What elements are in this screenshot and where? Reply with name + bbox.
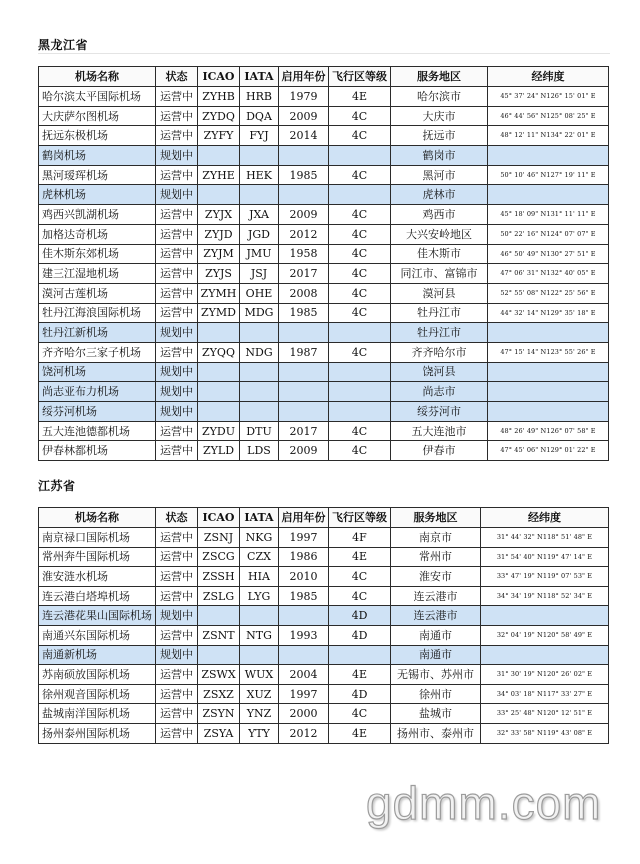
- status-cell: 运营中: [156, 684, 198, 704]
- grade-cell: [329, 402, 391, 422]
- table-row: [39, 723, 609, 743]
- table-row: [39, 586, 609, 606]
- grade-cell: 4C: [329, 567, 391, 587]
- year-cell: 2017: [279, 421, 329, 441]
- region-cell: 漠河县: [391, 283, 488, 303]
- iata-cell: HRB: [240, 87, 279, 107]
- airport-name-cell: 南通兴东国际机场: [39, 625, 156, 645]
- year-cell: 2008: [279, 283, 329, 303]
- table-row: [39, 441, 609, 461]
- grade-cell: 4C: [329, 303, 391, 323]
- grade-cell: 4C: [329, 441, 391, 461]
- column-header-iata: IATA: [240, 508, 279, 528]
- iata-cell: [240, 362, 279, 382]
- region-cell: 盐城市: [391, 704, 481, 724]
- region-cell: 连云港市: [391, 606, 481, 626]
- coords-cell: 46° 50' 49" N130° 27' 51" E: [488, 244, 609, 264]
- coords-cell: 47° 15' 14" N123° 55' 26" E: [488, 342, 609, 362]
- icao-cell: [198, 146, 240, 166]
- grade-cell: 4C: [329, 342, 391, 362]
- status-cell: 规划中: [156, 323, 198, 343]
- year-cell: 2000: [279, 704, 329, 724]
- status-cell: 规划中: [156, 645, 198, 665]
- region-cell: 鹤岗市: [391, 146, 488, 166]
- table-row: [39, 684, 609, 704]
- table-row: [39, 146, 609, 166]
- iata-cell: JGD: [240, 224, 279, 244]
- status-cell: 运营中: [156, 165, 198, 185]
- grade-cell: 4C: [329, 421, 391, 441]
- airport-name-cell: 扬州泰州国际机场: [39, 723, 156, 743]
- table-row: [39, 402, 609, 422]
- status-cell: 运营中: [156, 87, 198, 107]
- status-cell: 运营中: [156, 205, 198, 225]
- coords-cell: 34° 03' 18" N117° 33' 27" E: [481, 684, 609, 704]
- icao-cell: [198, 382, 240, 402]
- year-cell: 1987: [279, 342, 329, 362]
- region-cell: 扬州市、泰州市: [391, 723, 481, 743]
- iata-cell: NDG: [240, 342, 279, 362]
- year-cell: 2009: [279, 106, 329, 126]
- year-cell: 1986: [279, 547, 329, 567]
- year-cell: 2012: [279, 224, 329, 244]
- airport-name-cell: 徐州观音国际机场: [39, 684, 156, 704]
- table-row: [39, 625, 609, 645]
- iata-cell: HEK: [240, 165, 279, 185]
- column-header-name: 机场名称: [39, 67, 156, 87]
- iata-cell: LDS: [240, 441, 279, 461]
- year-cell: 1985: [279, 586, 329, 606]
- iata-cell: YNZ: [240, 704, 279, 724]
- airport-name-cell: 绥芬河机场: [39, 402, 156, 422]
- column-header-grade: 飞行区等级: [329, 508, 391, 528]
- coords-cell: [488, 382, 609, 402]
- iata-cell: OHE: [240, 283, 279, 303]
- airport-name-cell: 南京禄口国际机场: [39, 528, 156, 548]
- status-cell: 运营中: [156, 283, 198, 303]
- year-cell: 2009: [279, 205, 329, 225]
- column-header-coords: 经纬度: [488, 67, 609, 87]
- status-cell: 运营中: [156, 547, 198, 567]
- icao-cell: ZYQQ: [198, 342, 240, 362]
- status-cell: 运营中: [156, 421, 198, 441]
- coords-cell: [488, 185, 609, 205]
- iata-cell: JSJ: [240, 264, 279, 284]
- icao-cell: ZYLD: [198, 441, 240, 461]
- icao-cell: ZYJM: [198, 244, 240, 264]
- grade-cell: 4C: [329, 283, 391, 303]
- coords-cell: 33° 25' 48" N120° 12' 51" E: [481, 704, 609, 724]
- status-cell: 运营中: [156, 665, 198, 685]
- iata-cell: DTU: [240, 421, 279, 441]
- icao-cell: ZYJS: [198, 264, 240, 284]
- icao-cell: [198, 185, 240, 205]
- icao-cell: ZSNT: [198, 625, 240, 645]
- column-header-iata: IATA: [240, 67, 279, 87]
- icao-cell: ZYMD: [198, 303, 240, 323]
- column-header-icao: ICAO: [198, 67, 240, 87]
- region-cell: 常州市: [391, 547, 481, 567]
- region-cell: 尚志市: [391, 382, 488, 402]
- coords-cell: [481, 606, 609, 626]
- grade-cell: 4C: [329, 586, 391, 606]
- iata-cell: [240, 606, 279, 626]
- iata-cell: CZX: [240, 547, 279, 567]
- status-cell: 规划中: [156, 382, 198, 402]
- icao-cell: ZSSH: [198, 567, 240, 587]
- airport-name-cell: 盐城南洋国际机场: [39, 704, 156, 724]
- status-cell: 运营中: [156, 528, 198, 548]
- grade-cell: [329, 382, 391, 402]
- coords-cell: [488, 323, 609, 343]
- region-cell: 连云港市: [391, 586, 481, 606]
- icao-cell: ZYDU: [198, 421, 240, 441]
- coords-cell: 32° 04' 19" N120° 58' 49" E: [481, 625, 609, 645]
- region-cell: 牡丹江市: [391, 323, 488, 343]
- status-cell: 规划中: [156, 185, 198, 205]
- table-row: [39, 264, 609, 284]
- table-row: [39, 224, 609, 244]
- airport-name-cell: 大庆萨尔图机场: [39, 106, 156, 126]
- title-divider: [38, 53, 610, 54]
- status-cell: 运营中: [156, 704, 198, 724]
- table-row: [39, 547, 609, 567]
- table-row: [39, 362, 609, 382]
- year-cell: [279, 146, 329, 166]
- grade-cell: 4C: [329, 106, 391, 126]
- iata-cell: NKG: [240, 528, 279, 548]
- grade-cell: 4D: [329, 684, 391, 704]
- airport-table-jiangsu: [38, 507, 609, 744]
- year-cell: 1997: [279, 528, 329, 548]
- coords-cell: 31° 44' 32" N118° 51' 48" E: [481, 528, 609, 548]
- airport-name-cell: 加格达奇机场: [39, 224, 156, 244]
- iata-cell: [240, 402, 279, 422]
- watermark: gdmm.com: [366, 777, 602, 829]
- status-cell: 运营中: [156, 586, 198, 606]
- iata-cell: FYJ: [240, 126, 279, 146]
- icao-cell: ZSWX: [198, 665, 240, 685]
- status-cell: 运营中: [156, 567, 198, 587]
- icao-cell: [198, 606, 240, 626]
- column-header-name: 机场名称: [39, 508, 156, 528]
- grade-cell: [329, 362, 391, 382]
- table-row: [39, 606, 609, 626]
- table-row: [39, 323, 609, 343]
- airport-name-cell: 连云港白塔埠机场: [39, 586, 156, 606]
- coords-cell: 47° 06' 31" N132° 40' 05" E: [488, 264, 609, 284]
- header-row: [39, 508, 609, 528]
- region-cell: 南通市: [391, 645, 481, 665]
- table-row: [39, 126, 609, 146]
- year-cell: [279, 606, 329, 626]
- icao-cell: ZSYN: [198, 704, 240, 724]
- year-cell: 2017: [279, 264, 329, 284]
- iata-cell: JMU: [240, 244, 279, 264]
- airport-name-cell: 尚志亚布力机场: [39, 382, 156, 402]
- year-cell: [279, 185, 329, 205]
- region-cell: 绥芬河市: [391, 402, 488, 422]
- airport-name-cell: 建三江湿地机场: [39, 264, 156, 284]
- airport-name-cell: 鹤岗机场: [39, 146, 156, 166]
- year-cell: 2009: [279, 441, 329, 461]
- coords-cell: [481, 645, 609, 665]
- year-cell: 1985: [279, 165, 329, 185]
- year-cell: 2004: [279, 665, 329, 685]
- year-cell: [279, 382, 329, 402]
- coords-cell: 31° 30' 19" N120° 26' 02" E: [481, 665, 609, 685]
- status-cell: 规划中: [156, 606, 198, 626]
- airport-name-cell: 鸡西兴凯湖机场: [39, 205, 156, 225]
- column-header-grade: 飞行区等级: [329, 67, 391, 87]
- coords-cell: [488, 146, 609, 166]
- airport-name-cell: 连云港花果山国际机场: [39, 606, 156, 626]
- airport-name-cell: 南通新机场: [39, 645, 156, 665]
- grade-cell: 4D: [329, 625, 391, 645]
- icao-cell: [198, 362, 240, 382]
- status-cell: 运营中: [156, 625, 198, 645]
- icao-cell: ZYMH: [198, 283, 240, 303]
- year-cell: 2010: [279, 567, 329, 587]
- coords-cell: [488, 362, 609, 382]
- region-cell: 五大连池市: [391, 421, 488, 441]
- coords-cell: 46° 44' 56" N125° 08' 25" E: [488, 106, 609, 126]
- column-header-status: 状态: [156, 508, 198, 528]
- table-row: [39, 303, 609, 323]
- region-cell: 虎林市: [391, 185, 488, 205]
- table-row: [39, 205, 609, 225]
- coords-cell: 52° 55' 08" N122° 25' 56" E: [488, 283, 609, 303]
- column-header-year: 启用年份: [279, 508, 329, 528]
- column-header-year: 启用年份: [279, 67, 329, 87]
- table-row: [39, 382, 609, 402]
- iata-cell: DQA: [240, 106, 279, 126]
- icao-cell: ZYHE: [198, 165, 240, 185]
- status-cell: 运营中: [156, 342, 198, 362]
- grade-cell: 4D: [329, 606, 391, 626]
- coords-cell: 50° 10' 46" N127° 19' 11" E: [488, 165, 609, 185]
- airport-name-cell: 虎林机场: [39, 185, 156, 205]
- grade-cell: 4C: [329, 165, 391, 185]
- icao-cell: [198, 645, 240, 665]
- iata-cell: HIA: [240, 567, 279, 587]
- iata-cell: NTG: [240, 625, 279, 645]
- coords-cell: 45° 18' 09" N131° 11' 11" E: [488, 205, 609, 225]
- coords-cell: 31° 54' 40" N119° 47' 14" E: [481, 547, 609, 567]
- status-cell: 运营中: [156, 264, 198, 284]
- table-row: [39, 567, 609, 587]
- region-cell: 同江市、富锦市: [391, 264, 488, 284]
- airport-name-cell: 饶河机场: [39, 362, 156, 382]
- region-cell: 徐州市: [391, 684, 481, 704]
- icao-cell: ZYFY: [198, 126, 240, 146]
- year-cell: 2014: [279, 126, 329, 146]
- table-row: [39, 283, 609, 303]
- region-cell: 佳木斯市: [391, 244, 488, 264]
- icao-cell: ZSNJ: [198, 528, 240, 548]
- year-cell: 1958: [279, 244, 329, 264]
- year-cell: [279, 362, 329, 382]
- section-title-jiangsu: 江苏省: [38, 479, 76, 493]
- grade-cell: 4E: [329, 665, 391, 685]
- year-cell: [279, 323, 329, 343]
- icao-cell: [198, 402, 240, 422]
- icao-cell: ZYJX: [198, 205, 240, 225]
- year-cell: 2012: [279, 723, 329, 743]
- icao-cell: ZYJD: [198, 224, 240, 244]
- coords-cell: 34° 34' 19" N118° 52' 34" E: [481, 586, 609, 606]
- grade-cell: 4C: [329, 704, 391, 724]
- coords-cell: 48° 12' 11" N134° 22' 01" E: [488, 126, 609, 146]
- table-row: [39, 421, 609, 441]
- region-cell: 伊春市: [391, 441, 488, 461]
- grade-cell: 4F: [329, 528, 391, 548]
- coords-cell: 50° 22' 16" N124° 07' 07" E: [488, 224, 609, 244]
- status-cell: 运营中: [156, 244, 198, 264]
- icao-cell: ZYHB: [198, 87, 240, 107]
- column-header-icao: ICAO: [198, 508, 240, 528]
- airport-name-cell: 佳木斯东郊机场: [39, 244, 156, 264]
- column-header-status: 状态: [156, 67, 198, 87]
- year-cell: [279, 645, 329, 665]
- region-cell: 大庆市: [391, 106, 488, 126]
- table-row: [39, 704, 609, 724]
- table-row: [39, 106, 609, 126]
- airport-name-cell: 哈尔滨太平国际机场: [39, 87, 156, 107]
- region-cell: 饶河县: [391, 362, 488, 382]
- airport-name-cell: 苏南硕放国际机场: [39, 665, 156, 685]
- icao-cell: ZSLG: [198, 586, 240, 606]
- grade-cell: 4C: [329, 205, 391, 225]
- region-cell: 南通市: [391, 625, 481, 645]
- column-header-coords: 经纬度: [481, 508, 609, 528]
- status-cell: 运营中: [156, 224, 198, 244]
- icao-cell: ZSYA: [198, 723, 240, 743]
- airport-name-cell: 漠河古莲机场: [39, 283, 156, 303]
- icao-cell: ZSCG: [198, 547, 240, 567]
- table-row: [39, 645, 609, 665]
- year-cell: 1985: [279, 303, 329, 323]
- airport-name-cell: 牡丹江新机场: [39, 323, 156, 343]
- iata-cell: [240, 382, 279, 402]
- grade-cell: 4E: [329, 547, 391, 567]
- icao-cell: [198, 323, 240, 343]
- iata-cell: LYG: [240, 586, 279, 606]
- region-cell: 淮安市: [391, 567, 481, 587]
- status-cell: 运营中: [156, 723, 198, 743]
- region-cell: 大兴安岭地区: [391, 224, 488, 244]
- iata-cell: JXA: [240, 205, 279, 225]
- header-row: [39, 67, 609, 87]
- grade-cell: 4E: [329, 723, 391, 743]
- iata-cell: MDG: [240, 303, 279, 323]
- status-cell: 规划中: [156, 362, 198, 382]
- airport-name-cell: 五大连池德都机场: [39, 421, 156, 441]
- status-cell: 规划中: [156, 146, 198, 166]
- airport-name-cell: 抚远东极机场: [39, 126, 156, 146]
- status-cell: 运营中: [156, 441, 198, 461]
- airport-name-cell: 伊春林都机场: [39, 441, 156, 461]
- iata-cell: [240, 323, 279, 343]
- coords-cell: 44° 32' 14" N129° 35' 18" E: [488, 303, 609, 323]
- status-cell: 运营中: [156, 303, 198, 323]
- table-row: [39, 244, 609, 264]
- region-cell: 牡丹江市: [391, 303, 488, 323]
- iata-cell: [240, 146, 279, 166]
- airport-name-cell: 黑河瑷珲机场: [39, 165, 156, 185]
- airport-name-cell: 淮安涟水机场: [39, 567, 156, 587]
- grade-cell: [329, 323, 391, 343]
- grade-cell: 4C: [329, 224, 391, 244]
- grade-cell: 4C: [329, 264, 391, 284]
- airport-table-heilongjiang: [38, 66, 609, 461]
- column-header-region: 服务地区: [391, 67, 488, 87]
- year-cell: 1979: [279, 87, 329, 107]
- region-cell: 无锡市、苏州市: [391, 665, 481, 685]
- table-row: [39, 528, 609, 548]
- region-cell: 抚远市: [391, 126, 488, 146]
- iata-cell: WUX: [240, 665, 279, 685]
- section-title-heilongjiang: 黑龙江省: [38, 38, 89, 52]
- table-row: [39, 665, 609, 685]
- coords-cell: 33° 47' 19" N119° 07' 53" E: [481, 567, 609, 587]
- airport-name-cell: 牡丹江海浪国际机场: [39, 303, 156, 323]
- region-cell: 哈尔滨市: [391, 87, 488, 107]
- year-cell: 1997: [279, 684, 329, 704]
- iata-cell: [240, 185, 279, 205]
- region-cell: 南京市: [391, 528, 481, 548]
- iata-cell: YTY: [240, 723, 279, 743]
- status-cell: 运营中: [156, 106, 198, 126]
- coords-cell: 32° 33' 58" N119° 43' 08" E: [481, 723, 609, 743]
- status-cell: 规划中: [156, 402, 198, 422]
- coords-cell: 45° 37' 24" N126° 15' 01" E: [488, 87, 609, 107]
- coords-cell: [488, 402, 609, 422]
- airport-name-cell: 齐齐哈尔三家子机场: [39, 342, 156, 362]
- column-header-region: 服务地区: [391, 508, 481, 528]
- table-row: [39, 342, 609, 362]
- table-row: [39, 165, 609, 185]
- grade-cell: [329, 185, 391, 205]
- grade-cell: 4E: [329, 87, 391, 107]
- region-cell: 鸡西市: [391, 205, 488, 225]
- region-cell: 齐齐哈尔市: [391, 342, 488, 362]
- airport-name-cell: 常州奔牛国际机场: [39, 547, 156, 567]
- iata-cell: [240, 645, 279, 665]
- grade-cell: 4C: [329, 244, 391, 264]
- icao-cell: ZSXZ: [198, 684, 240, 704]
- year-cell: [279, 402, 329, 422]
- region-cell: 黑河市: [391, 165, 488, 185]
- grade-cell: 4C: [329, 126, 391, 146]
- grade-cell: [329, 645, 391, 665]
- coords-cell: 47° 45' 06" N129° 01' 22" E: [488, 441, 609, 461]
- grade-cell: [329, 146, 391, 166]
- iata-cell: XUZ: [240, 684, 279, 704]
- year-cell: 1993: [279, 625, 329, 645]
- table-row: [39, 87, 609, 107]
- table-row: [39, 185, 609, 205]
- status-cell: 运营中: [156, 126, 198, 146]
- coords-cell: 48° 26' 49" N126° 07' 58" E: [488, 421, 609, 441]
- icao-cell: ZYDQ: [198, 106, 240, 126]
